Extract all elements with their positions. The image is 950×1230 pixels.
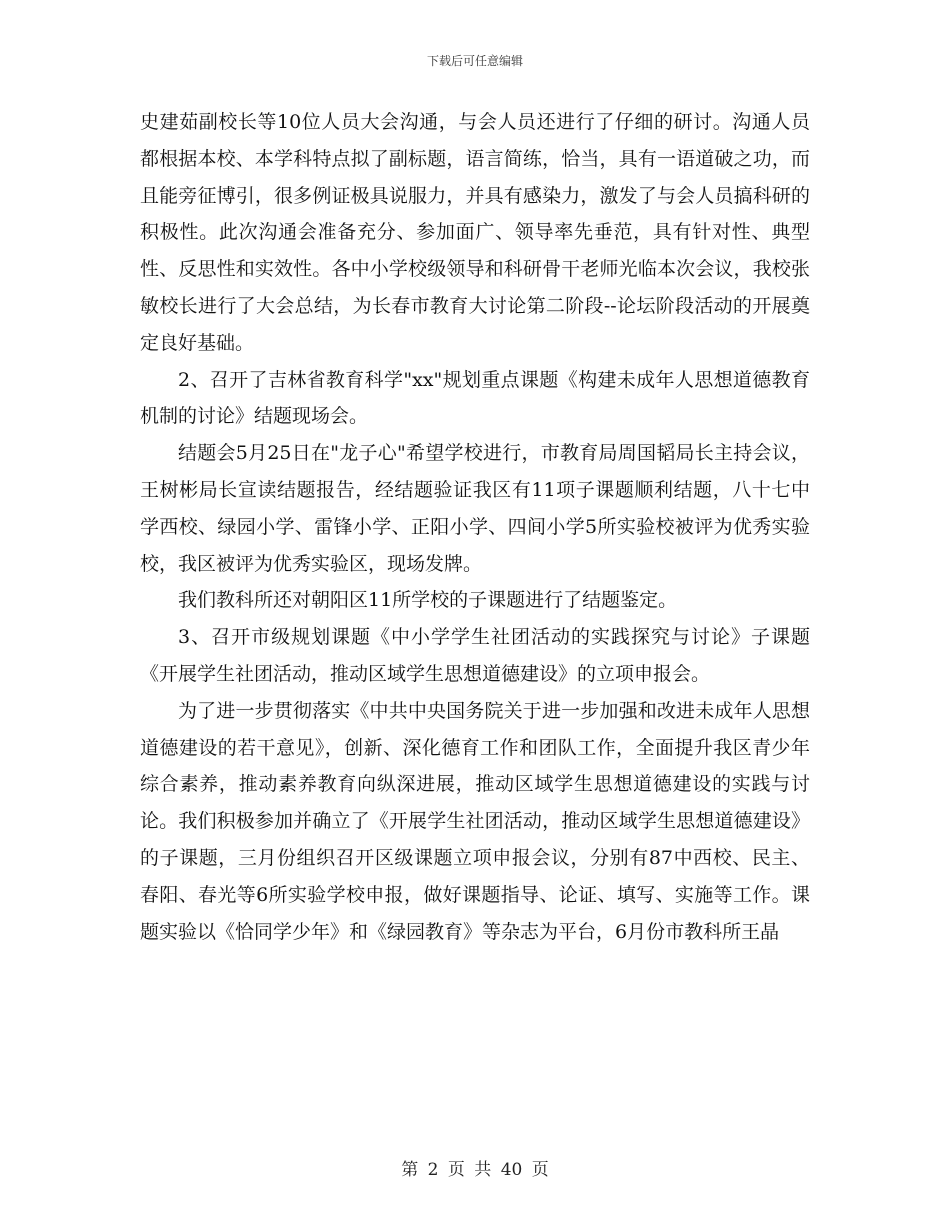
paragraph-item-3-heading: 3、召开市级规划课题《中小学学生社团活动的实践探究与讨论》子课题《开展学生社团活动，推动区域学生思想道德建设》的立项申报会。 [140,626,810,685]
document-body [140,104,810,950]
paragraph-conclusion-meeting: 结题会5月25日在"龙子心"希望学校进行，市教育局周国韬局长主持会议，王树彬局长宣读结题报告，经结题验证我区有11项子课题顺利结题，八十七中学西校、绿园小学、雷锋小学、正阳小学、四间小学5所实验校被评为优秀实验校，我区被评为优秀实验区，现场发牌。 [140,442,810,575]
page-number: 第 2 页 共 40 页 [401,1160,549,1180]
paragraph-subtopic-appraisal: 我们教科所还对朝阳区11所学校的子课题进行了结题鉴定。 [178,589,678,612]
paragraph-implementation: 为了进一步贯彻落实《中共中央国务院关于进一步加强和改进未成年人思想道德建设的若干意见》，创新、深化德育工作和团队工作，全面提升我区青少年综合素养，推动素养教育向纵深进展，推动区域学生思想道德建设的实践与讨论。我们积极参加并确立了《开展学生社团活动，推动区域学生思想道德建设》的子课题，三月份组织召开区级课题立项申报会议，分别有87中西校、民主、春阳、春光等6所实验学校申报，做好课题指导、论证、填写、实施等工作。课题实验以《恰同学少年》和《绿园教育》等杂志为平台，6月份市教科所王晶 [140,699,810,943]
header-note: 下载后可任意编辑 [426,54,523,68]
paragraph-continuation: 史建茹副校长等10位人员大会沟通，与会人员还进行了仔细的研讨。沟通人员都根据本校、本学科特点拟了副标题，语言简练，恰当，具有一语道破之功，而且能旁征博引，很多例证极具说服力，并具有感染力，激发了与会人员搞科研的积极性。此次沟通会准备充分、参加面广、领导率先垂范，具有针对性、典型性、反思性和实效性。各中小学校级领导和科研骨干老师光临本次会议，我校张敏校长进行了大会总结，为长春市教育大讨论第二阶段--论坛阶段活动的开展奠定良好基础。 [140,111,810,354]
paragraph-item-2-heading: 2、召开了吉林省教育科学"xx"规划重点课题《构建未成年人思想道德教育机制的讨论》结题现场会。 [140,368,810,428]
